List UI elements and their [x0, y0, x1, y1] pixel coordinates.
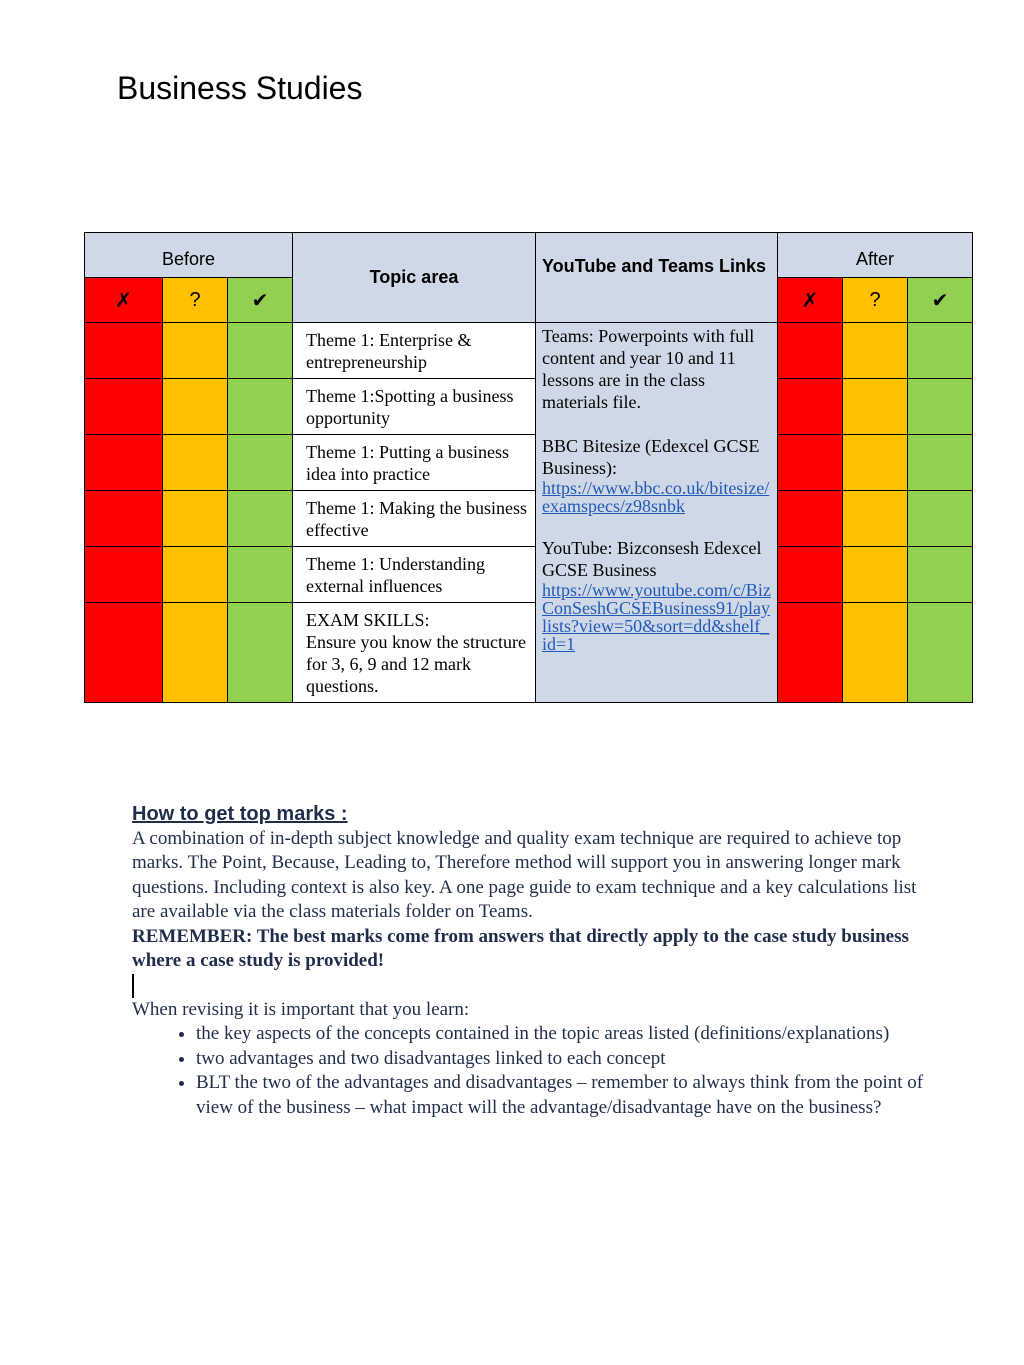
- list-item: • two advantages and two disadvantages linked to each concept: [196, 1047, 942, 1072]
- bbc-text: BBC Bitesize (Edexcel GCSE Business):: [542, 436, 760, 478]
- topic-cell: Theme 1:Spotting a business opportunity: [293, 379, 536, 435]
- before-green-box[interactable]: [228, 379, 293, 435]
- before-amber-box[interactable]: [163, 547, 228, 603]
- after-red-box[interactable]: [778, 547, 843, 603]
- before-red-box[interactable]: [85, 379, 163, 435]
- after-green-box[interactable]: [908, 603, 973, 703]
- list-item: • the key aspects of the concepts contained in the topic areas listed (definitions/explanations): [196, 1022, 942, 1047]
- after-question-symbol: ?: [843, 278, 908, 323]
- before-red-box[interactable]: [85, 323, 163, 379]
- text-cursor: [132, 974, 134, 998]
- after-red-box[interactable]: [778, 323, 843, 379]
- links-header: YouTube and Teams Links: [536, 233, 778, 323]
- before-green-box[interactable]: [228, 323, 293, 379]
- youtube-link[interactable]: https://www.youtube.com/c/BizConSeshGCSEBusiness91/playlists?view=50&sort=dd&shelf_id=1: [542, 580, 771, 654]
- before-question-symbol: ?: [163, 278, 228, 323]
- before-red-box[interactable]: [85, 435, 163, 491]
- after-amber-box[interactable]: [843, 435, 908, 491]
- after-red-box[interactable]: [778, 379, 843, 435]
- revision-table: [84, 232, 973, 703]
- notes-paragraph: A combination of in-depth subject knowledge and quality exam technique are required to achieve top marks. The Point, Because, Leading to, Therefore method will support you in answering longer mark questions. Including context is also key. A one page guide to exam technique and a key calculations list are available via the class materials folder on Teams.: [132, 827, 917, 922]
- after-tick-symbol: ✔: [908, 278, 973, 323]
- before-cross-symbol: ✗: [85, 278, 163, 323]
- topic-cell: Theme 1: Enterprise & entrepreneurship: [293, 323, 536, 379]
- before-red-box[interactable]: [85, 547, 163, 603]
- after-green-box[interactable]: [908, 547, 973, 603]
- before-green-box[interactable]: [228, 435, 293, 491]
- after-green-box[interactable]: [908, 491, 973, 547]
- list-item: • BLT the two of the advantages and disadvantages – remember to always think from the point of view of the business – what impact will the advantage/disadvantage have on the business?: [196, 1071, 942, 1120]
- teams-text: Teams: Powerpoints with full content and year 10 and 11 lessons are in the class materials file.: [542, 326, 755, 412]
- after-amber-box[interactable]: [843, 603, 908, 703]
- youtube-text: YouTube: Bizconsesh Edexcel GCSE Business: [542, 538, 762, 580]
- after-cross-symbol: ✗: [778, 278, 843, 323]
- after-amber-box[interactable]: [843, 547, 908, 603]
- bbc-bitesize-link[interactable]: https://www.bbc.co.uk/bitesize/examspecs/z98snbk: [542, 478, 770, 516]
- before-amber-box[interactable]: [163, 323, 228, 379]
- after-green-box[interactable]: [908, 379, 973, 435]
- before-header: Before: [85, 233, 293, 278]
- before-green-box[interactable]: [228, 547, 293, 603]
- after-green-box[interactable]: [908, 323, 973, 379]
- before-green-box[interactable]: [228, 603, 293, 703]
- top-marks-notes: [132, 802, 942, 1120]
- before-amber-box[interactable]: [163, 435, 228, 491]
- exam-skills-title: EXAM SKILLS:: [306, 610, 430, 630]
- after-red-box[interactable]: [778, 491, 843, 547]
- topic-cell: Theme 1: Making the business effective: [293, 491, 536, 547]
- after-red-box[interactable]: [778, 435, 843, 491]
- after-amber-box[interactable]: [843, 491, 908, 547]
- revision-intro: When revising it is important that you learn:: [132, 998, 470, 1020]
- topic-area-header: Topic area: [293, 233, 536, 323]
- after-red-box[interactable]: [778, 603, 843, 703]
- before-tick-symbol: ✔: [228, 278, 293, 323]
- before-red-box[interactable]: [85, 603, 163, 703]
- topic-cell: Theme 1: Putting a business idea into practice: [293, 435, 536, 491]
- after-header: After: [778, 233, 973, 278]
- revision-list: [132, 1022, 942, 1120]
- before-amber-box[interactable]: [163, 491, 228, 547]
- remember-note: REMEMBER: The best marks come from answers that directly apply to the case study business where a case study is provided!: [132, 925, 909, 971]
- after-amber-box[interactable]: [843, 323, 908, 379]
- exam-skills-text: Ensure you know the structure for 3, 6, 9 and 12 mark questions.: [306, 632, 526, 696]
- topic-cell: Theme 1: Understanding external influences: [293, 547, 536, 603]
- before-green-box[interactable]: [228, 491, 293, 547]
- before-red-box[interactable]: [85, 491, 163, 547]
- after-amber-box[interactable]: [843, 379, 908, 435]
- before-amber-box[interactable]: [163, 379, 228, 435]
- after-green-box[interactable]: [908, 435, 973, 491]
- page-title: Business Studies: [117, 70, 363, 106]
- before-amber-box[interactable]: [163, 603, 228, 703]
- exam-skills-cell: [293, 603, 536, 703]
- notes-heading: How to get top marks :: [132, 803, 348, 825]
- links-cell: [536, 323, 778, 703]
